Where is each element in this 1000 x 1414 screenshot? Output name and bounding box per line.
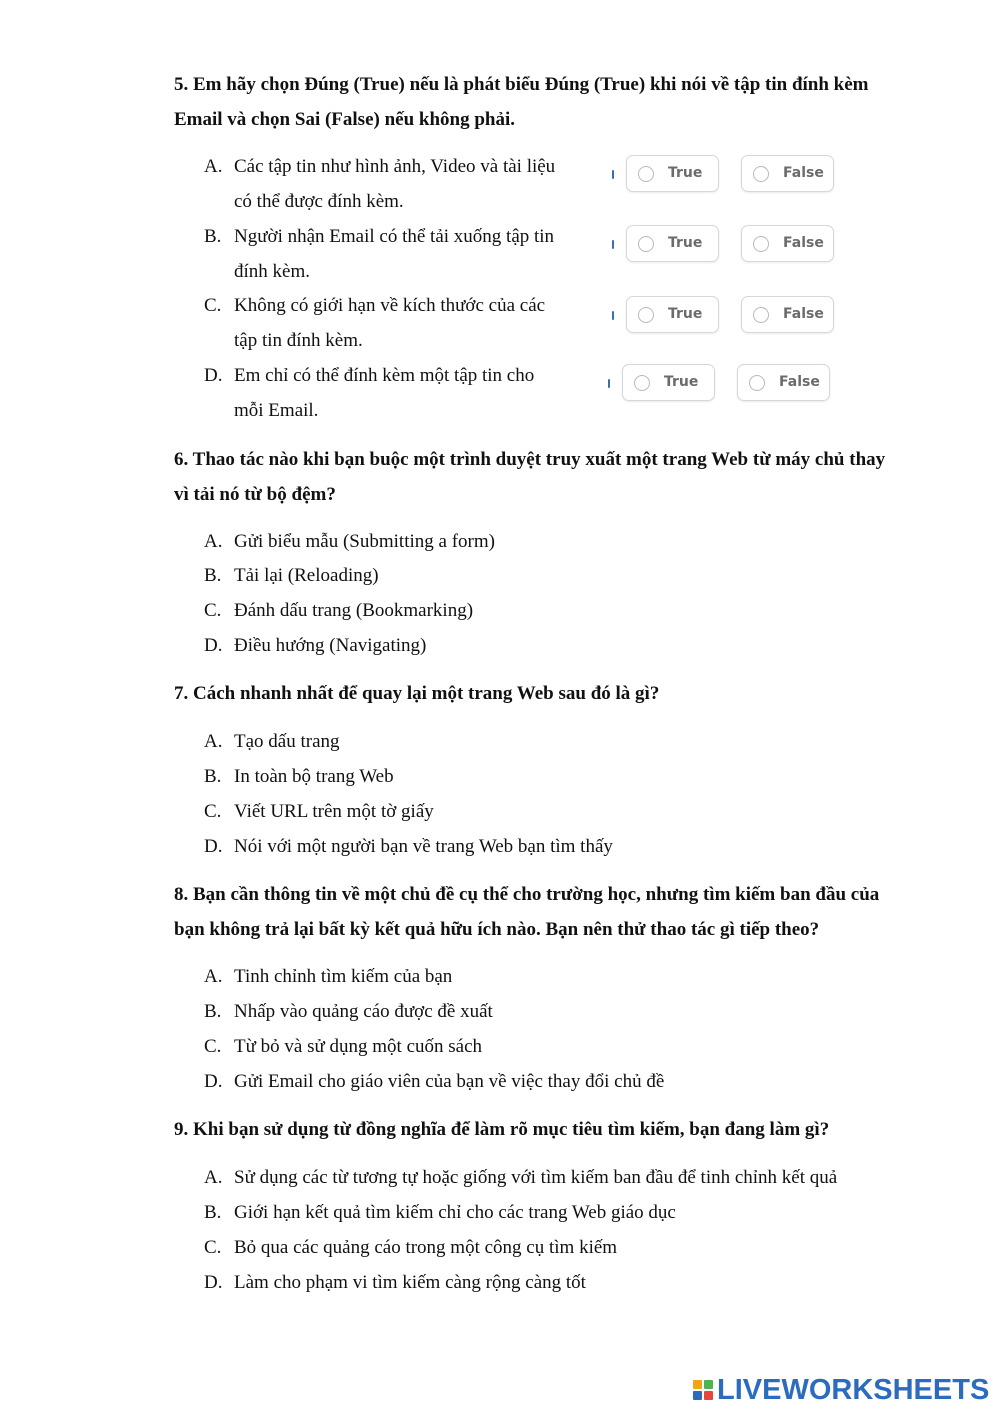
true-button[interactable]: True [626,155,719,192]
radio-icon [634,375,650,391]
q9-option-c [204,1230,617,1265]
option-text: Không có giới hạn về kích thước của các [234,295,546,316]
radio-icon [638,236,654,252]
option-letter: B. [204,565,222,586]
q5-option-c [204,288,584,358]
q7-option-a [204,724,340,759]
option-letter: B. [204,1001,222,1022]
logo-text: LIVEWORKSHEETS [717,1373,990,1406]
option-letter: A. [204,966,223,987]
option-text-cont: có thể được đính kèm. [234,191,404,212]
option-letter: B. [204,1202,222,1223]
true-button[interactable]: True [622,364,715,401]
option-letter: C. [204,1237,222,1258]
question-9-title: 9. Khi bạn sử dụng từ đồng nghĩa để làm rõ mục tiêu tìm kiếm, bạn đang làm gì? [174,1119,830,1140]
option-text: Em chỉ có thể đính kèm một tập tin cho [234,365,535,386]
q7-option-c [204,794,434,829]
option-text: Sử dụng các từ tương tự hoặc giống với tìm kiếm ban đầu để tinh chỉnh kết quả [234,1167,838,1188]
option-text: Gửi Email cho giáo viên của bạn về việc thay đổi chủ đề [234,1071,665,1092]
q8-option-d [204,1064,664,1099]
q8-option-a [204,959,452,994]
liveworksheets-logo-icon [693,1380,713,1400]
option-text: Nhấp vào quảng cáo được đề xuất [234,1001,493,1022]
option-letter: B. [204,226,222,247]
option-text: Người nhận Email có thể tải xuống tập tin [234,226,555,247]
radio-icon [638,166,654,182]
q7-option-b [204,759,394,794]
q6-option-c [204,593,473,628]
question-5-title: 5. Em hãy chọn Đúng (True) nếu là phát biểu Đúng (True) khi nói về tập tin đính kèm Email và chọn Sai (False) nếu không phải. [174,74,869,130]
option-letter: A. [204,731,223,752]
option-text: Tải lại (Reloading) [234,565,379,586]
option-text: Nói với một người bạn về trang Web bạn tìm thấy [234,836,613,857]
question-7-title: 7. Cách nhanh nhất để quay lại một trang Web sau đó là gì? [174,683,660,704]
option-letter: C. [204,295,222,316]
option-text: Điều hướng (Navigating) [234,635,427,656]
option-text: Bỏ qua các quảng cáo trong một công cụ tìm kiếm [234,1237,618,1258]
question-8-title: 8. Bạn cần thông tin về một chủ đề cụ thể cho trường học, nhưng tìm kiếm ban đầu của bạn không trả lại bất kỳ kết quả hữu ích nào. Bạn nên thử thao tác gì tiếp theo? [174,884,880,940]
option-letter: A. [204,156,223,177]
q6-option-d [204,628,426,663]
option-letter: D. [204,1071,223,1092]
q6-option-b [204,558,379,593]
question-6-title: 6. Thao tác nào khi bạn buộc một trình duyệt truy xuất một trang Web từ máy chủ thay vì tải nó từ bộ đệm? [174,449,886,505]
option-letter: C. [204,600,222,621]
option-text: Tạo dấu trang [234,731,340,752]
q5-option-d [204,358,584,428]
option-letter: D. [204,365,223,386]
radio-icon [753,166,769,182]
marker-icon [612,311,614,320]
q9-option-d [204,1265,586,1300]
option-text: Tinh chỉnh tìm kiếm của bạn [234,966,453,987]
option-letter: A. [204,1167,223,1188]
marker-icon [612,170,614,179]
option-letter: A. [204,531,223,552]
false-button[interactable]: False [741,155,834,192]
option-text-cont: đính kèm. [234,261,310,282]
option-text-cont: mỗi Email. [234,400,319,421]
q8-option-c [204,1029,482,1064]
option-text: Đánh dấu trang (Bookmarking) [234,600,474,621]
option-text: Gửi biểu mẫu (Submitting a form) [234,531,495,552]
true-button[interactable]: True [626,225,719,262]
radio-icon [753,307,769,323]
false-button[interactable]: False [737,364,830,401]
radio-icon [753,236,769,252]
q7-option-d [204,829,613,864]
option-text: Viết URL trên một tờ giấy [234,801,434,822]
option-letter: D. [204,836,223,857]
radio-icon [749,375,765,391]
option-text-cont: tập tin đính kèm. [234,330,363,351]
false-button[interactable]: False [741,296,834,333]
false-button[interactable]: False [741,225,834,262]
q9-option-b [204,1195,676,1230]
option-text: Làm cho phạm vi tìm kiếm càng rộng càng tốt [234,1272,586,1293]
true-button[interactable]: True [626,296,719,333]
q8-option-b [204,994,493,1029]
option-text: Các tập tin như hình ảnh, Video và tài liệu [234,156,556,177]
q9-option-a [204,1160,837,1195]
marker-icon [612,240,614,249]
liveworksheets-logo[interactable] [693,1374,989,1406]
radio-icon [638,307,654,323]
marker-icon [608,379,610,388]
q5-option-a [204,149,584,219]
q6-option-a [204,524,495,559]
option-letter: D. [204,635,223,656]
option-letter: C. [204,801,222,822]
q5-option-b [204,219,584,289]
option-letter: C. [204,1036,222,1057]
option-text: Từ bỏ và sử dụng một cuốn sách [234,1036,483,1057]
option-text: Giới hạn kết quả tìm kiếm chỉ cho các trang Web giáo dục [234,1202,676,1223]
option-letter: D. [204,1272,223,1293]
option-letter: B. [204,766,222,787]
option-text: In toàn bộ trang Web [234,766,394,787]
